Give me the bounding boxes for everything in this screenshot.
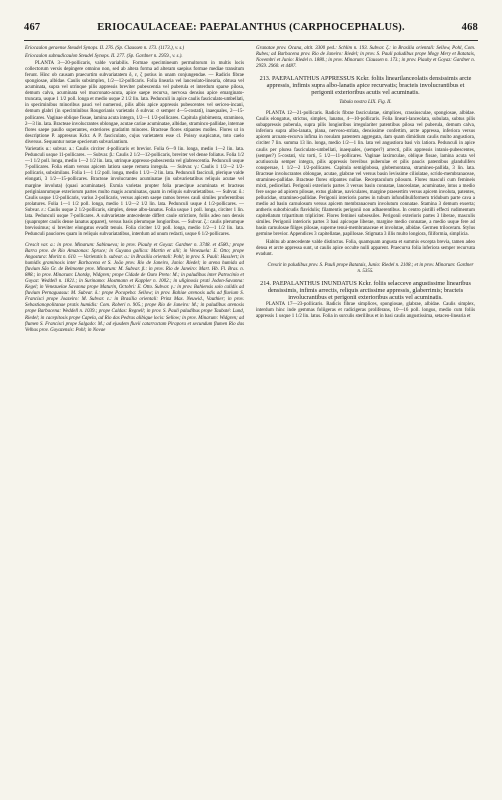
left-paragraph: Crescit var. a.: in prov. Minarum: Sabinueva; in prov. Piauhy et Goyaz: Gardner n. 3748. et 4580.; prope Barra prov. de Rio Amazonas: Spruce; in Guyana gallica: Martin et alii; in Venezuela: E. Otto; prope Angostura: Moritz n. 610. — Varietatis b. subvar. a.: in Brasilia orientali: Pohl; in prov. S. Pauli: Hasslert; in humidis graminosis inter Barbacena et S. João prov. Rio de Janeiro, Janio: Riedel; in arena humida ad fluvium São Gr. de Belmonte prov. Minarum: M. Subvar. β.: in prov. Rio de Janeiro: Mart. Hb. Fl. Bras. n. 888.; in prov. Minarum: Lhotsky, Widgren; prope Cidade de Ouro Preto: M.; in paludibus inter Patrocinio et Goyaz: Weddell n. 1821.; in Surinamo: Hostmann et Kappler n. 1002.; in uliginosis prati Jodon-Savanna: Kegel; in Venezuelae Savanna prope Maturin, Octobri: E. Otto. Subvar. γ.: in prov. Bahiensis solo calidis ad fluvium Pernaguassu: M. Subvar. δ.: prope Pocopeba: Sellow; in prov. Bahiae arenosis udis ad fluvium S. Francisci prope Joazeiro: M. Subvar. ε.: in Brasilia orientali: Prinz Max. Neuwid., Vauthier; in prov. Sebastianopolitanae pratis humidis: Com. Roberi n. 905.; prope Rio de Janeiro: M.; in paludibus arenosis prope Barbacena: Weddell n. 1039.; prope Caldas: Regnell; in prov. S. Pauli paludibus prope Taubaté: Lund, Riedel; in cacepitosis prope Capela, ad Rio das Pedras alibique locis: Sellow; in prov. Minarum: Widgren; ad flumen S. Francisci prope Salgado: M.; ad ejusdem fluvii catarractam Pirapora et secundum flumen Rio das Velhas prov. Goyazensis: Pohl; in Novae: [25, 242, 244, 333]
right-paragraph: 213. PAEPALANTHUS APPRESSUS Kckr. foliis linearilanceolatis densissimis arcte appressis, infimis supra albo-lanatis apice recurvatis; bracteis involucrantibus et perigonii exterioribus acutis vel acuminatis.: [259, 75, 472, 97]
page-number-left: 467: [24, 22, 41, 33]
page-number-right: 468: [461, 22, 478, 33]
running-header: [24, 22, 478, 36]
right-paragraph: PLANTA 17—23-pollicaris. Radicis fibrae simplices, spongiosae, glabrae, albidae. Caulis simplex, interdum hinc inde gemmas foliigeras et radicigeras proliferans, 10—16 poll. longus, medio cum foliis appressis 1 usque 1 1/2 lin. latus. Folia in surculis sterilibus et in basi caulis angustissima, setaceo-linearia et: [256, 301, 475, 320]
right-paragraph: 214. PAEPALANTHUS INUNDATUS Kckr. foliis selacceve angustissime linearibus densissimis, infimis arrectis, reliquis arctissime appressis, glaberrimis; bracteis involucrantibus et perigonii exterioribus acutis vel acuminatis.: [260, 279, 471, 301]
right-paragraph: Tabula nostra LIX. Fig. II.: [339, 100, 392, 106]
right-paragraph: Granatae prov. Ocana, altit. 3300 ped.: Schlim n. 193. Subvar. ζ.: in Brasilia orientali: Sellow, Pohl, Com. Rubes; ad Barbacena prov. Rio de Janeiro: Riedel; in prov. S. Pauli paludibus prope Mogy Mery et Batatais, Novembri et Junio: Riedel n. 1880.; in prov. Minarum: Claussen n. 173.; in prov. Piauhy et Goyaz: Gardner n. 2959. 2960. et 4487.: [256, 46, 475, 70]
left-paragraph: PLANTA 3—20-pollicaris, valde variabilis. Formae specimineum permultorum in multis locis collectorum versis depingere omnino non, sed ab altera forma ad alteram saepius formae mediae transitum ferunt. Hinc ob causam praecurtim subvariatatem δ, ε, ζ potius in unam conjungendae. — Radicis fibrae spongiosae, albidae. Caulis subsimplex, 1/2—12-pollicaris. Folia linearia vel lanceolato-linearia, obtusa vel acuminata, supra vel utrinque pilis appressis breviter pubescentia vel puberula et interdum sparse pilosa, demum calva, acuminata vel mucronato-acuta, apice saepe recurva, nervosa densius apice emarginato-truncata, usque 1 1/2 poll. longa et medio usque 2 1/2 lin. lata. Pedunculi in apice caulis fasciculato-umbellati, in speciminibus minoribus pauci vel numerosi, pilis albis apice appressis pubescentes vel sericeo-incani, demum glabri (in speciminibus Rougorianis varietatis δ subvar. σ semper 4—5-costati), inaequales, 2—15-pollicares. Vaginae oblique fissae, lamina acuta integra, 1/2—1 1/2-pollicares. Capitula globimenta, straminea, 2—3 lin. lata. Bracteae involucrantes oblongae, acutae cariae acuminatae, albidae, straminco-pallidae, internae flores saepe paullo superantes, exteriores gradatim minores. Bracteae flores stipantes molles. Flores ut in descriptione P. appressus Kckr. A P. fasciculato, cujus varietatem esse cl. Poissy suspicatus, toto caelo diversus. Sequuntur notae specierum subvariantium.: [25, 61, 244, 145]
right-paragraph: Habitu ab antecedente valde distinctus. Folia, quamquam angusta et summis excepta brevia, tamen adeo densa et arcte appressa sunt, ut caulis apice occulte nulli apparent. Praecurva folia inferiora semper recurvata evadunt.: [256, 239, 475, 257]
right-column: [256, 46, 475, 322]
left-column: [25, 46, 244, 335]
right-paragraph: Crescit in paludibus prov. S. Pauli prope Batatais, Junio: Riedel n. 2108.; et in prov. Minarum: Gardner n. 5355.: [267, 262, 474, 274]
left-paragraph: Eriocaulon subnudicaulon Steudel Synops. II. 277. (Sp. Gardner n. 2959., v. s.).: [25, 53, 183, 59]
left-paragraph: Varietatis α.: subvar. a.: Caulis circiter 4-pollicaris et brevior. Folia 6—9 lin. longa, medio 1—2 lin. lata. Pedunculi usque 11-pollicares. — Subvar. β.: Caulis 2 1/2—12-pollicaris, breviter vel dense foliatus. Folia 1/2—1 1/2 poll. longa, medio 1—2 1/2 lin. lata, utrinque appresso-pubescentia vel glabrescentia. Pedunculi usque 7-pollicares. Folia etiam versus apicem latiora saepe remota inregula. — Subvar. γ.: Caulis 1 1/2—2 1/2-pollicaris, subsimilans. Folia 1—1 1/2 poll. longa, medio 1 1/2—2 lin. lata. Pedunculi fasciculi, plerique valde elongati, 3 1/2—15-pollicares. Bracteae involucrantes acuminatae (in subvarietatibus reliquis acutae vel margine involuta) (quasi acuminatae). Exmia varietas propter folia praecipue acuminata et bracteas periginianrumque exteriorum partes multo magis acuminatas, quam in reliquis subvarietatibus. — Subvar. δ.: Caulis usque 1/2-pollicaris, varius 2-pollicaris, versus apicem saepe ramos breves cauli similes proferentibus prolatures. Folia 1—1 1/2 poll. longa, medio 1 1/2—2 1/2 lin. lata. Pedunculi usque 4 1/2-pollicares. — Subvar. ε.: Caulis usque 2 1/2-pollicaris, simplex, dense albo-lanatus. Folia usque 1 poll. longa, circiter 1 lin. lata. Pedunculi usque 7-pollicares. A subvarietate antecedente differt caule strictiore, foliis adeo non densis (quapropter caulis dense lanatus apparet), versus basis plerumque longioribus. — Subvar. ζ.: caulis plerumque brevissimus; si breviter elongatus evadit tenuis. Folia circiter 1/2 poll. longa, medio 1/2—1 1/2 lin. lata. Pedunculi pauciores quam in reliquis subvariatatibus, interdum ad unum redacti, usque 6 1/2-pollicares.: [25, 147, 244, 237]
running-title: ERIOCAULACEAE: PAEPALANTHUS (CARPHOCEPHALUS).: [97, 22, 405, 33]
right-paragraph: PLANTA 12—21-pollicaris. Radicis fibrae fasciculatae, simplices, crassiusculae, spongiosae, albidae. Caulis elongatus, strictus, simplex, lanatus, 4—10-pollicaris. Folia lineari-lanceolata, subulata, subtus pilis subappressis puberula, supra pilis longioribus irregulariter patentibus pilosa vel puberula, demum calva, inferiora supra albo-lanata, plana, nervoso-striata, densissime confertim, arcte appressa, inferiora versus apicem arcuato-recurva infima in rosulam patentem aggregata, 4am quam dimidium caulis multo angustiora, circiter 7 lin. summa 13 lin. longa, medio 1/2—1 lin. lata vel angustiora basi vix latiora. Pedunculi in apice caulis per plurea fasciculato-umbellati, inaequales, (semper?) arrecti, pilis appressis intanis-pubescentes, (semper?) 5-costati, viz torti, 5 1/2—11-pollicares. Vaginae laximculae, oblique fissae, lamina acuta vel acutiuscula semper integra, pilis appressis brevibus puberulae et pilis paucis patentibus glandulifers conspersae, 1 1/2—2 1/2-pollicares. Capitula semiglobosa, globemontana, stramineo-pallida, 3 lin. lata. Bracteae involucrantes oblongae, acutae, glabrae vel versus basin levissime ciliolatae, scrido-membranaceae, stramineo-pallidae. Bracteae flores stipantes nullae. Receptaculum pilosum. Flores masculi cum femineis mixti, pedicellati. Perigonii exterioris partes 3 versus basin connatae, lanceolatae, acuminatae, intus a medio fere usque ad apicem pilosae, extus glabrae, naviculares, margine praesertim versus apicem involuta, patentes, pellucidae, stramineo-pallidae. Perigonii interioris partes in tubum infundibuliformem tridubum parte cava a medio ad basin carnulosum versus apicem membranaceum involutum connatae. Stamina 3 demum exserta; antheris suborbicudis flavidulis; filamentis perigonii non adhaerentibus. In centro pistilli effecti rudimentum capitellatum tripartitum tripliciter. Flores feminei subsessiles. Perigonii exterioris partes 3 liberae, masculis similes. Perigonii interioris partes 3 basi apicoque liberae, margine medio connatae, a medio usque fere ad basin carnulosae filiges pilosae, superne tenui-membranaceae et involutae, albidae. Germen triloceram. Stylus germine brevior. Appendices 3 capitellatae, papillosae. Stigmata 3 illis multo longiora, filiformia, simplicia.: [256, 111, 475, 238]
header-rule: [24, 40, 478, 41]
left-paragraph: Eriocaulon geraense Steudel Synops. II. 276. (Sp. Claussen n. 173. (1173.), v. s.): [25, 46, 185, 51]
